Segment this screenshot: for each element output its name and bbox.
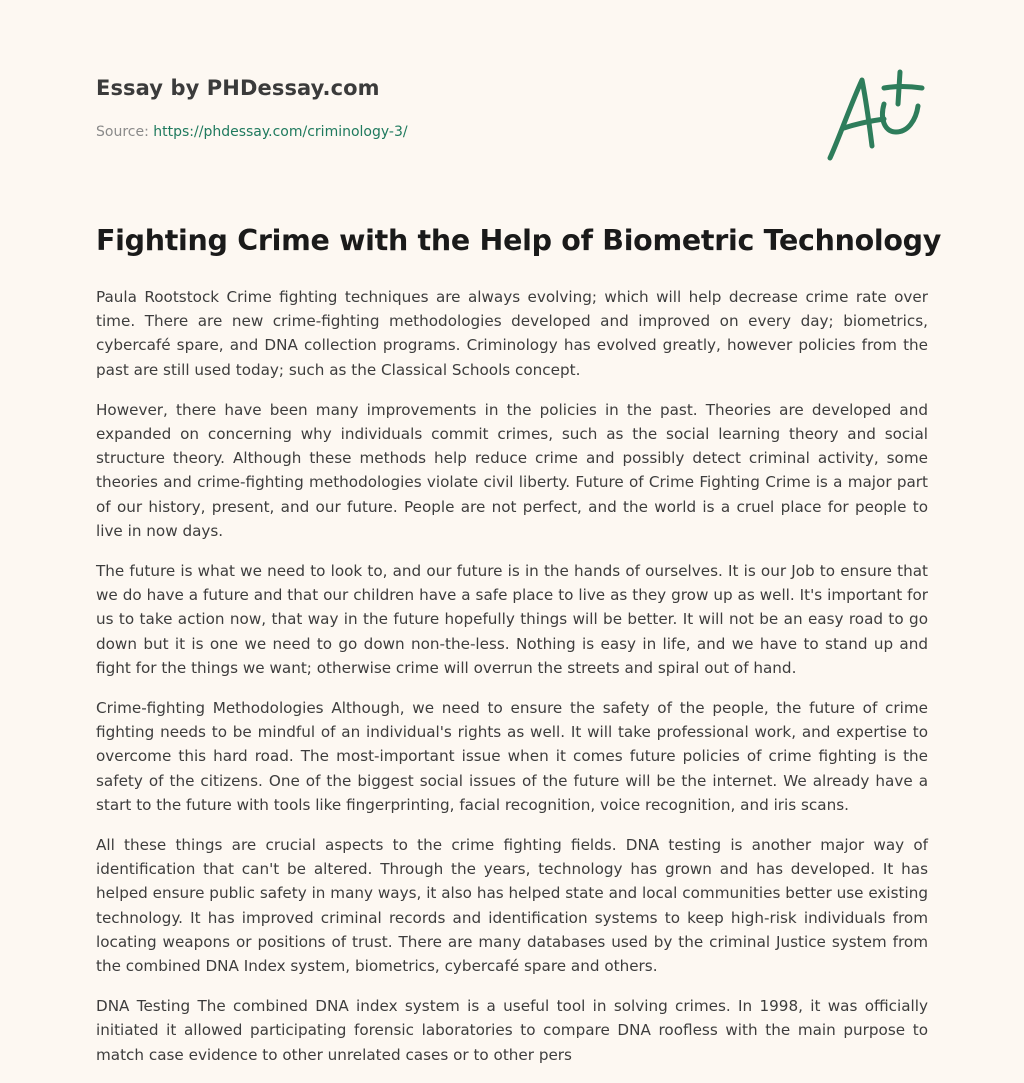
essay-title: Fighting Crime with the Help of Biometric Technology xyxy=(96,224,942,257)
source-link[interactable]: https://phdessay.com/criminology-3/ xyxy=(153,124,408,140)
source-line xyxy=(96,124,408,140)
essay-paragraph: DNA Testing The combined DNA index system is a useful tool in solving crimes. In 1998, it was officially initiated it allowed participating forensic laboratories to compare DNA roofless with the main purpose to match case evidence to other unrelated cases or to other pers xyxy=(96,997,928,1064)
essay-paragraph: However, there have been many improvements in the policies in the past. Theories are developed and expanded on concerning why individuals commit crimes, such as the social learning theory and social structure theory. Although these methods help reduce crime and possibly detect criminal activity, some theories and crime-fighting methodologies violate civil liberty. Future of Crime Fighting Crime is a major part of our history, present, and our future. People are not perfect, and the world is a cruel place for people to live in now days. xyxy=(96,400,928,540)
essay-paragraph: The future is what we need to look to, and our future is in the hands of ourselves. It is our Job to ensure that we do have a future and that our children have a safe place to live as they grow up as well. It's important for us to take action now, that way in the future hopefully things will be better. It will not be an easy road to go down but it is one we need to go down non-the-less. Nothing is easy in life, and we have to stand up and fight for the things we want; otherwise crime will overrun the streets and spiral out of hand. xyxy=(96,562,928,677)
essay-header xyxy=(96,76,796,140)
essay-paragraph: Crime-fighting Methodologies Although, we need to ensure the safety of the people, the future of crime fighting needs to be mindful of an individual's rights as well. It will take professional work, and expertise to overcome this hard road. The most-important issue when it comes future policies of crime fighting is the safety of the citizens. One of the biggest social issues of the future will be the internet. We already have a start to the future with tools like fingerprinting, facial recognition, voice recognition, and iris scans. xyxy=(96,699,928,814)
source-label: Source: xyxy=(96,124,154,140)
essay-paragraph: Paula Rootstock Crime fighting techniques are always evolving; which will help decrease crime rate over time. There are new crime-fighting methodologies developed and improved on every day; biometrics, cybercafé spare, and DNA collection programs. Criminology has evolved greatly, however policies from the past are still used today; such as the Classical Schools concept. xyxy=(96,288,928,379)
a-plus-logo-icon xyxy=(822,66,932,166)
site-brand: Essay by PHDessay.com xyxy=(96,76,380,100)
essay-body xyxy=(96,285,928,1083)
essay-paragraph: All these things are crucial aspects to the crime fighting fields. DNA testing is another major way of identification that can't be altered. Through the years, technology has grown and has developed. It has helped ensure public safety in many ways, it also has helped state and local communities better use existing technology. It has improved criminal records and identification systems to keep high-risk individuals from locating weapons or positions of trust. There are many databases used by the criminal Justice system from the combined DNA Index system, biometrics, cybercafé spare and others. xyxy=(96,836,928,976)
